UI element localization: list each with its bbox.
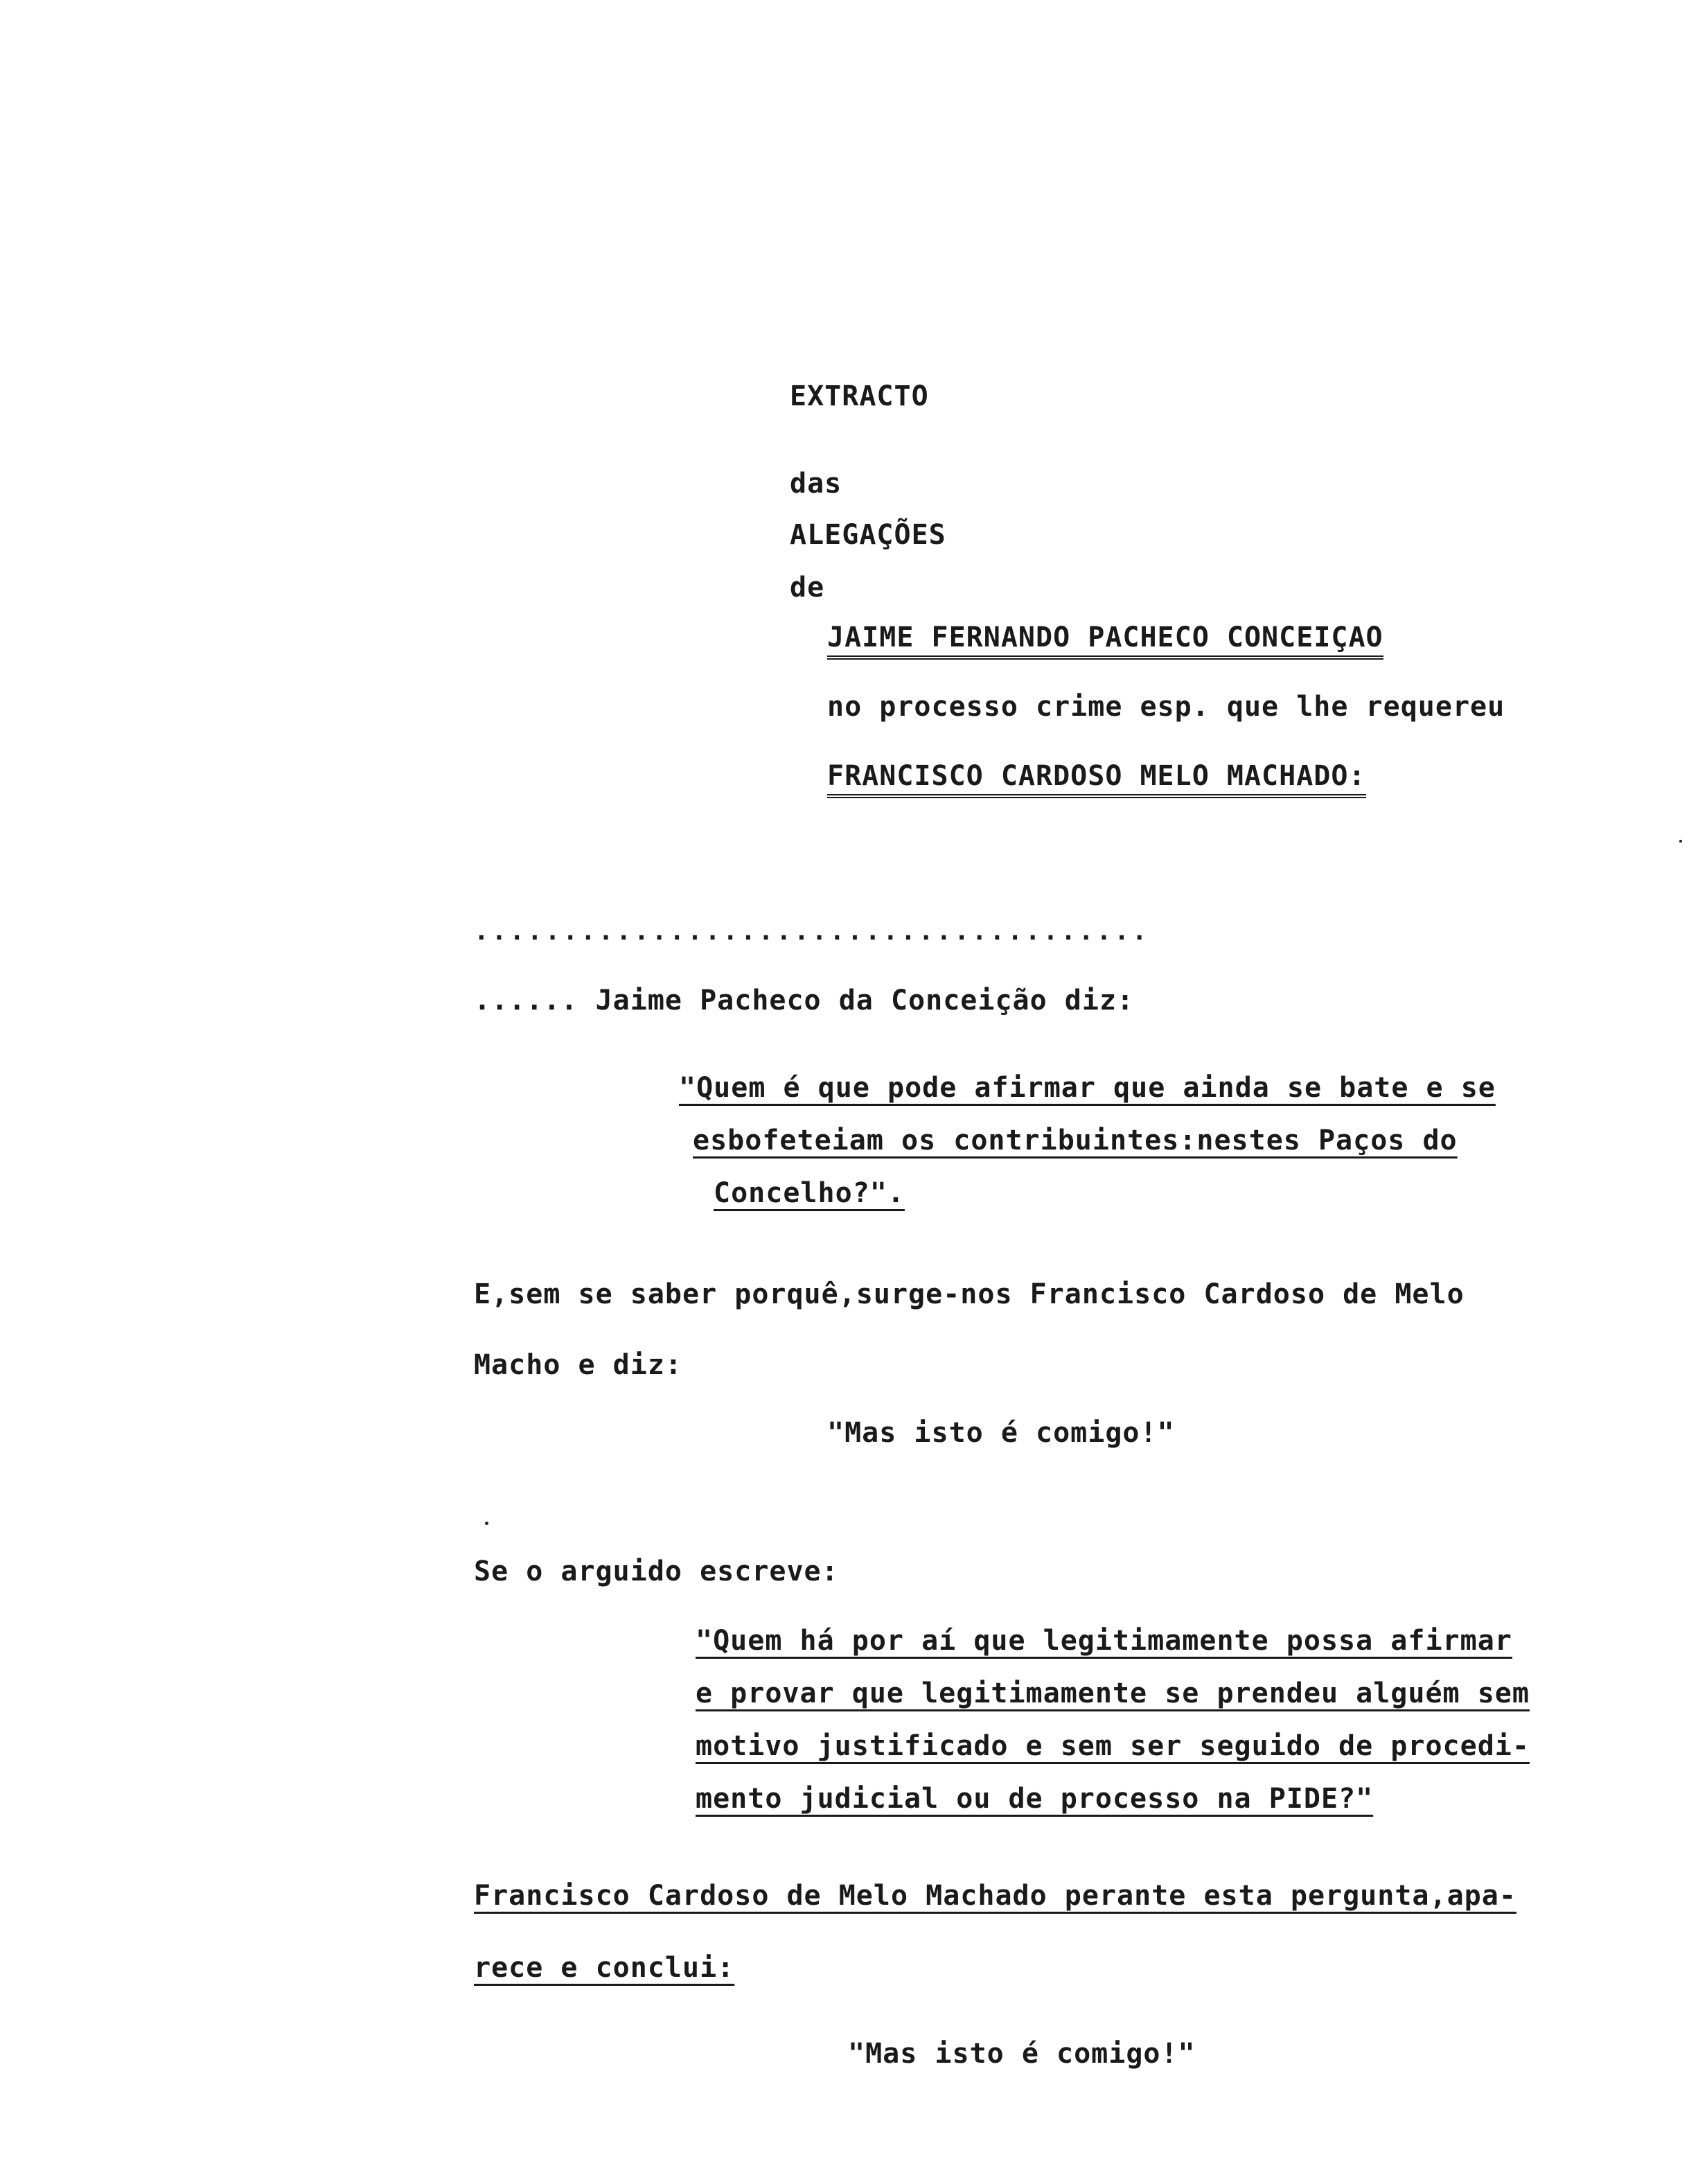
quote1-line2: esbofeteiam os contribuintes:nestes Paços do	[693, 1125, 1458, 1156]
paragraph2: Se o arguido escreve:	[474, 1556, 839, 1587]
paragraph1-line2: Macho e diz:	[474, 1349, 682, 1381]
quote1-line3: Concelho?".	[714, 1177, 905, 1209]
document-title: EXTRACTO	[790, 380, 929, 412]
header-line-das: das	[790, 468, 842, 500]
exclamation-2: "Mas isto é comigo!"	[848, 2038, 1196, 2070]
defendant-name: JAIME FERNANDO PACHECO CONCEIÇAO	[827, 621, 1383, 660]
plaintiff-name: FRANCISCO CARDOSO MELO MACHADO:	[827, 759, 1366, 798]
quote2-line4: mento judicial ou de processo na PIDE?"	[696, 1783, 1374, 1815]
exclamation-1: "Mas isto é comigo!"	[827, 1417, 1175, 1449]
header-line-alegacoes: ALEGAÇÕES	[790, 519, 946, 551]
ellipsis-line: ......................................	[474, 917, 1150, 946]
quote2-line2: e provar que legitimamente se prendeu alguém sem	[696, 1677, 1530, 1709]
quote2-line1: "Quem há por aí que legitimamente possa afirmar	[696, 1625, 1512, 1657]
ink-speck	[485, 1522, 488, 1525]
ink-speck	[1679, 840, 1682, 843]
paragraph3-line2: rece e conclui:	[474, 1952, 735, 1984]
header-line-processo: no processo crime esp. que lhe requereu	[827, 691, 1505, 723]
intro-line: ...... Jaime Pacheco da Conceição diz:	[474, 985, 1135, 1016]
paragraph1-line1: E,sem se saber porquê,surge-nos Francisco Cardoso de Melo	[474, 1278, 1465, 1310]
quote1-line1: "Quem é que pode afirmar que ainda se bate e se	[679, 1072, 1496, 1104]
quote2-line3: motivo justificado e sem ser seguido de procedi-	[696, 1730, 1530, 1762]
paragraph3-line1: Francisco Cardoso de Melo Machado perante esta pergunta,apa-	[474, 1880, 1516, 1912]
header-line-de: de	[790, 572, 825, 604]
